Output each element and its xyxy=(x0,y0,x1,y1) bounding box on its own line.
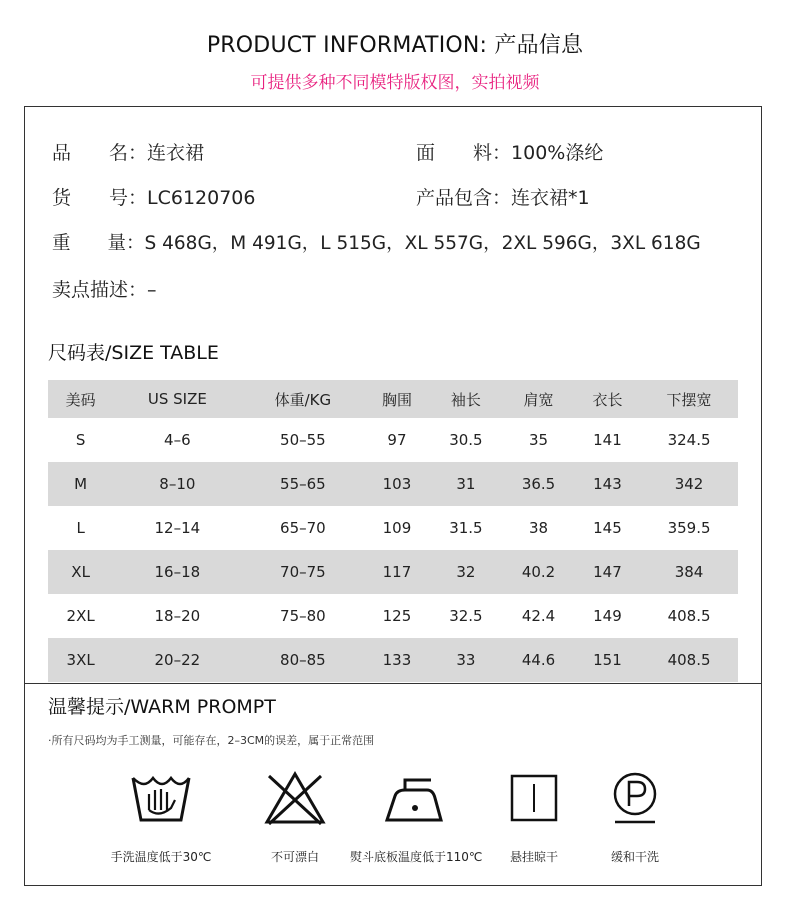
table-cell: 384 xyxy=(640,550,738,594)
care-label: 手洗温度低于30℃ xyxy=(110,850,212,864)
header-cell: 美码 xyxy=(48,380,113,418)
header-cell: 肩宽 xyxy=(502,380,575,418)
table-cell: 31.5 xyxy=(449,519,483,537)
table-row xyxy=(48,550,738,594)
header-cell: 体重/KG xyxy=(241,380,364,418)
table-cell: 147 xyxy=(575,550,640,594)
table-row xyxy=(48,506,738,550)
name-value: 连衣裙 xyxy=(147,142,205,164)
table-cell: XL xyxy=(48,550,113,594)
care-item-hand-wash xyxy=(96,770,226,865)
table-cell: 324.5 xyxy=(667,431,711,449)
selling-label: 卖点描述： xyxy=(52,279,148,301)
page-subtitle: 可提供多种不同模特版权图，实拍视频 xyxy=(250,73,540,93)
info-name-row xyxy=(52,138,204,165)
table-cell: 80–85 xyxy=(241,638,364,682)
table-cell: 55–65 xyxy=(241,462,364,506)
care-item-no-bleach xyxy=(230,770,360,865)
header-cell: 下摆宽 xyxy=(640,380,738,418)
table-cell: 35 xyxy=(528,431,549,449)
table-cell: 50–55 xyxy=(280,431,326,449)
measurement-note: ·所有尺码均为手工测量，可能存在，2–3CM的误差，属于正常范围 xyxy=(48,734,375,747)
weight-label: 重 量： xyxy=(52,233,145,254)
size-table xyxy=(48,380,738,682)
code-label: 货 号： xyxy=(52,187,148,209)
table-cell: 75–80 xyxy=(280,607,326,625)
table-cell: 8–10 xyxy=(113,462,241,506)
weight-value: S 468G，M 491G，L 515G，XL 557G，2XL 596G，3XL 618G xyxy=(144,233,701,254)
table-cell: 44.6 xyxy=(502,638,575,682)
table-cell: 151 xyxy=(575,638,640,682)
name-label: 品 名： xyxy=(52,142,148,164)
table-cell: 20–22 xyxy=(113,638,241,682)
code-value: LC6120706 xyxy=(147,187,256,209)
warm-prompt-title: 温馨提示/WARM PROMPT xyxy=(48,696,276,718)
table-cell: 117 xyxy=(364,550,429,594)
care-item-dry-clean xyxy=(570,770,700,865)
table-cell: 36.5 xyxy=(502,462,575,506)
section-divider xyxy=(25,683,761,684)
table-row xyxy=(48,594,738,638)
table-cell: L xyxy=(76,519,85,537)
care-label: 缓和干洗 xyxy=(610,850,659,864)
table-cell: 31 xyxy=(430,462,503,506)
care-item-iron xyxy=(350,770,483,865)
table-cell: S xyxy=(75,431,86,449)
table-cell: 145 xyxy=(593,519,622,537)
header-cell: 胸围 xyxy=(364,380,429,418)
header-cell: US SIZE xyxy=(113,380,241,418)
size-table-header-row xyxy=(48,380,738,418)
table-cell: 30.5 xyxy=(449,431,483,449)
table-cell: 133 xyxy=(364,638,429,682)
table-cell: 359.5 xyxy=(667,519,711,537)
info-includes-row xyxy=(416,183,590,210)
info-selling-row xyxy=(52,275,157,302)
includes-label: 产品包含： xyxy=(416,187,512,209)
table-cell: 65–70 xyxy=(280,519,326,537)
fabric-value: 100%涤纶 xyxy=(511,142,604,164)
fabric-label: 面 料： xyxy=(416,142,512,164)
table-cell: 408.5 xyxy=(640,638,738,682)
table-row xyxy=(48,638,738,682)
table-cell: 97 xyxy=(387,431,407,449)
info-code-row xyxy=(52,183,256,210)
table-cell: 141 xyxy=(593,431,622,449)
table-cell: 42.4 xyxy=(521,607,556,625)
no-bleach-icon xyxy=(263,770,327,826)
table-cell: 18–20 xyxy=(154,607,201,625)
header-cell: 袖长 xyxy=(430,380,503,418)
table-cell: 103 xyxy=(364,462,429,506)
table-cell: 33 xyxy=(430,638,503,682)
care-label: 悬挂晾干 xyxy=(509,850,558,864)
table-cell: 3XL xyxy=(48,638,113,682)
table-cell: 32.5 xyxy=(449,607,483,625)
table-cell: 16–18 xyxy=(113,550,241,594)
header-cell: 衣长 xyxy=(575,380,640,418)
table-cell: 109 xyxy=(382,519,412,537)
table-cell: 2XL xyxy=(66,607,95,625)
info-weight-row xyxy=(52,229,701,255)
table-cell: 32 xyxy=(430,550,503,594)
table-cell: 125 xyxy=(382,607,412,625)
iron-icon xyxy=(383,770,447,826)
table-cell: 143 xyxy=(575,462,640,506)
table-row xyxy=(48,462,738,506)
line-dry-icon xyxy=(502,770,566,826)
dry-clean-p-icon xyxy=(603,770,667,826)
size-table-title: 尺码表/SIZE TABLE xyxy=(48,342,219,364)
selling-value: – xyxy=(147,279,157,301)
includes-value: 连衣裙*1 xyxy=(511,187,590,209)
table-row xyxy=(48,418,738,462)
table-cell: 38 xyxy=(528,519,549,537)
table-cell: M xyxy=(48,462,113,506)
table-cell: 12–14 xyxy=(154,519,201,537)
table-cell: 342 xyxy=(640,462,738,506)
hand-wash-icon xyxy=(129,770,193,826)
table-cell: 40.2 xyxy=(502,550,575,594)
page-title: PRODUCT INFORMATION: 产品信息 xyxy=(206,33,584,58)
table-cell: 408.5 xyxy=(667,607,711,625)
care-label: 熨斗底板温度低于110℃ xyxy=(350,850,483,864)
table-cell: 149 xyxy=(593,607,622,625)
info-fabric-row xyxy=(416,138,603,165)
table-cell: 4–6 xyxy=(164,431,191,449)
care-label: 不可漂白 xyxy=(270,850,319,864)
table-cell: 70–75 xyxy=(241,550,364,594)
